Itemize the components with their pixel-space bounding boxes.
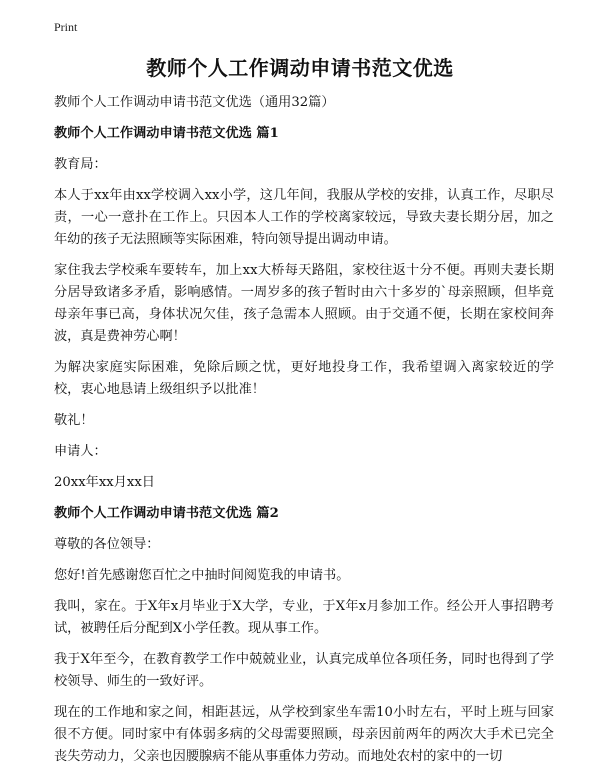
page-title: 教师个人工作调动申请书范文优选 [146,56,454,80]
document-body [54,92,554,768]
salutation: 教育局： [54,157,107,172]
body-paragraph: 我叫，家在。于X年x月毕业于X大学，专业，于X年x月参加工作。经公开人事招聘考试，被聘任后分配到X小学任教。现从事工作。 [54,599,554,636]
body-paragraph: 家住我去学校乘车要转车，加上xx大桥每天路阻，家校往返十分不便。再则夫妻长期分居导致诸多矛盾，影响感情。一周岁多的孩子暂时由六十多岁的`母亲照顾，但毕竟母亲年事已高，身体状况欠佳，孩子急需本人照顾。由于交通不便，长期在家校间奔波，真是费神劳心啊！ [54,263,554,344]
closing: 敬礼！ [54,413,94,428]
document-subtitle: 教师个人工作调动申请书范文优选（通用32篇） [54,95,335,110]
body-paragraph: 本人于xx年由xx学校调入xx小学，这几年间，我服从学校的安排，认真工作，尽职尽责，一心一意扑在工作上。只因本人工作的学校离家较远，导致夫妻长期分居，加之年幼的孩子无法照顾等实际困难，特向领导提出调动申请。 [54,188,554,247]
body-paragraph: 您好!首先感谢您百忙之中抽时间阅览我的申请书。 [54,568,350,583]
date-line: 20xx年xx月xx日 [54,475,155,490]
section-heading-2: 教师个人工作调动申请书范文优选 篇2 [54,506,279,521]
body-paragraph: 我于X年至今，在教育教学工作中兢兢业业，认真完成单位各项任务，同时也得到了学校领导、师生的一致好评。 [54,652,554,689]
salutation: 尊敬的各位领导： [54,537,160,552]
print-label[interactable]: Print [54,20,78,34]
applicant-line: 申请人： [54,444,107,459]
body-paragraph: 为解决家庭实际困难，免除后顾之忧，更好地投身工作，我希望调入离家较近的学校，衷心地恳请上级组织予以批准！ [54,360,554,397]
body-paragraph: 现在的工作地和家之间，相距甚远，从学校到家坐车需10小时左右，平时上班与回家很不方便。同时家中有体弱多病的父母需要照顾，母亲因前两年的两次大手术已完全丧失劳动力，父亲也因腰腺病不能从事重体力劳动。而地处农村的家中的一切 [54,705,554,764]
section-heading-1: 教师个人工作调动申请书范文优选 篇1 [54,126,279,141]
